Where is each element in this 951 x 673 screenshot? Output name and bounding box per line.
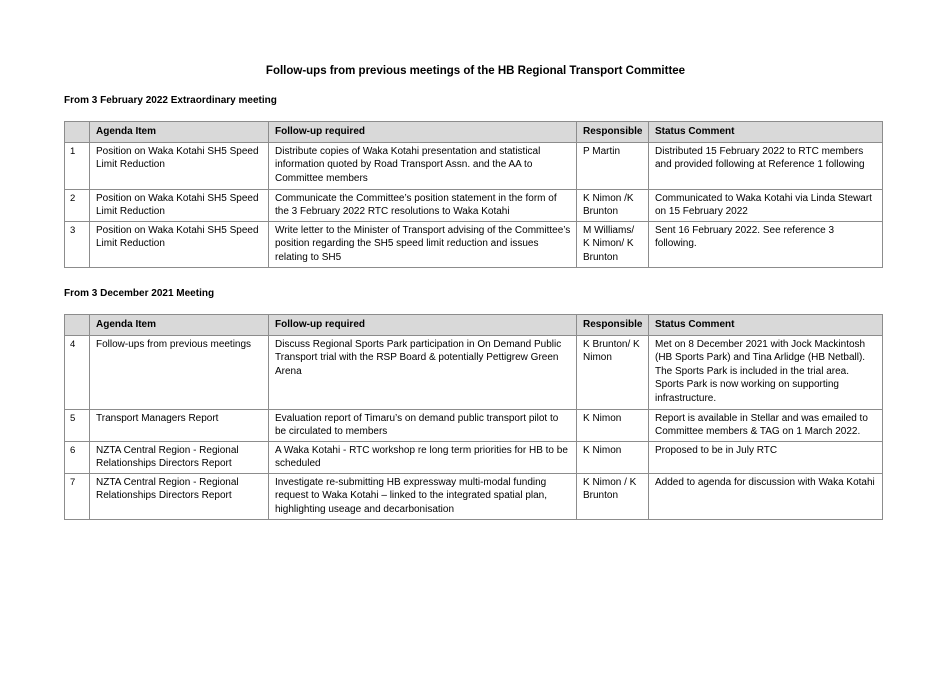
row-number: 1 [65,143,90,190]
follow-up-cell: Evaluation report of Timaru’s on demand public transport pilot to be circulated to members [269,410,577,442]
responsible-cell: K Nimon [577,442,649,474]
row-number: 7 [65,474,90,520]
table-row [65,442,883,474]
table-row [65,410,883,442]
responsible-cell: P Martin [577,143,649,190]
table-row [65,222,883,268]
status-comment-cell: Sent 16 February 2022. See reference 3 following. [649,222,883,268]
header-agenda-item: Agenda Item [90,315,269,336]
responsible-cell: K Nimon [577,410,649,442]
header-agenda-item: Agenda Item [90,122,269,143]
status-comment-cell: Met on 8 December 2021 with Jock Mackintosh (HB Sports Park) and Tina Arlidge (HB Netball). The Sports Park is included in the trial area. Sports Park is now working on supporting infrastructure. [649,336,883,410]
follow-up-cell: Write letter to the Minister of Transport advising of the Committee’s position regarding the SH5 speed limit reduction and issues relating to SH5 [269,222,577,268]
agenda-item-cell: Position on Waka Kotahi SH5 Speed Limit Reduction [90,190,269,222]
table-row [65,474,883,520]
row-number: 3 [65,222,90,268]
header-number [65,315,90,336]
status-comment-cell: Proposed to be in July RTC [649,442,883,474]
header-follow-up-required: Follow-up required [269,122,577,143]
table-row [65,143,883,190]
agenda-item-cell: Transport Managers Report [90,410,269,442]
table-row [65,190,883,222]
header-number [65,122,90,143]
responsible-cell: K Brunton/ K Nimon [577,336,649,410]
table-header-row [65,315,883,336]
row-number: 2 [65,190,90,222]
responsible-cell: M Williams/ K Nimon/ K Brunton [577,222,649,268]
status-comment-cell: Added to agenda for discussion with Waka Kotahi [649,474,883,520]
status-comment-cell: Distributed 15 February 2022 to RTC members and provided following at Reference 1 following [649,143,883,190]
follow-up-cell: Distribute copies of Waka Kotahi presentation and statistical information quoted by Road Transport Assn. and the AA to Committee members [269,143,577,190]
section-heading-dec-2021: From 3 December 2021 Meeting [64,288,215,299]
responsible-cell: K Nimon /K Brunton [577,190,649,222]
agenda-item-cell: NZTA Central Region - Regional Relationships Directors Report [90,442,269,474]
row-number: 6 [65,442,90,474]
followup-table-feb-2022 [64,121,883,268]
agenda-item-cell: Position on Waka Kotahi SH5 Speed Limit Reduction [90,143,269,190]
follow-up-cell: Communicate the Committee’s position statement in the form of the 3 February 2022 RTC resolutions to Waka Kotahi [269,190,577,222]
header-responsible: Responsible [577,315,649,336]
responsible-cell: K Nimon / K Brunton [577,474,649,520]
status-comment-cell: Report is available in Stellar and was emailed to Committee members & TAG on 1 March 2022. [649,410,883,442]
agenda-item-cell: Follow-ups from previous meetings [90,336,269,410]
agenda-item-cell: Position on Waka Kotahi SH5 Speed Limit Reduction [90,222,269,268]
header-responsible: Responsible [577,122,649,143]
header-status-comment: Status Comment [649,122,883,143]
table-row [65,336,883,410]
row-number: 4 [65,336,90,410]
follow-up-cell: Investigate re-submitting HB expressway multi-modal funding request to Waka Kotahi – linked to the integrated spatial plan, highlighting useage and decarbonisation [269,474,577,520]
followup-table-dec-2021 [64,314,883,520]
follow-up-cell: Discuss Regional Sports Park participation in On Demand Public Transport trial with the RSP Board & potentially Pettigrew Green Arena [269,336,577,410]
row-number: 5 [65,410,90,442]
section-heading-feb-2022: From 3 February 2022 Extraordinary meeting [64,95,277,106]
header-status-comment: Status Comment [649,315,883,336]
agenda-item-cell: NZTA Central Region - Regional Relationships Directors Report [90,474,269,520]
header-follow-up-required: Follow-up required [269,315,577,336]
follow-up-cell: A Waka Kotahi - RTC workshop re long term priorities for HB to be scheduled [269,442,577,474]
status-comment-cell: Communicated to Waka Kotahi via Linda Stewart on 15 February 2022 [649,190,883,222]
page-title: Follow-ups from previous meetings of the HB Regional Transport Committee [265,65,686,77]
table-header-row [65,122,883,143]
